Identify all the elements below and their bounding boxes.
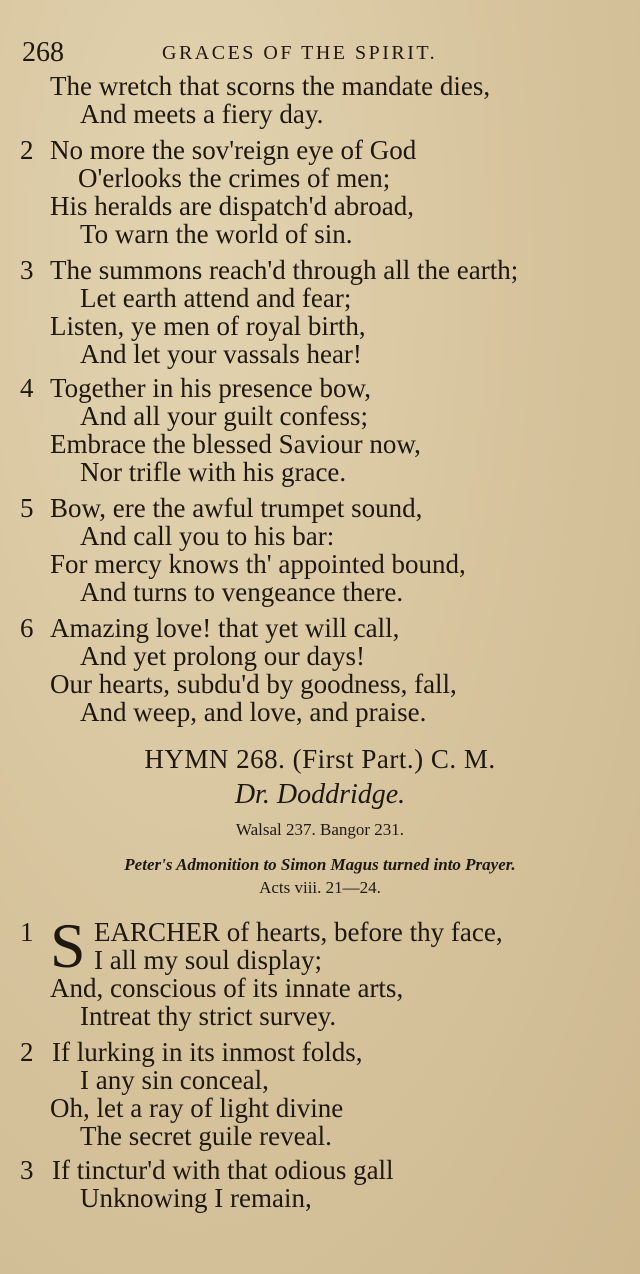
verse-line: Our hearts, subdu'd by goodness, fall, (50, 669, 457, 699)
stanza-number: 6 (20, 613, 34, 643)
verse-line: For mercy knows th' appointed bound, (50, 549, 466, 579)
verse-line: O'erlooks the crimes of men; (78, 163, 391, 193)
verse-line: The wretch that scorns the mandate dies, (50, 71, 491, 101)
verse-line: And yet prolong our days! (80, 641, 365, 671)
page-header (22, 36, 622, 70)
verse-line: And call you to his bar: (80, 521, 335, 551)
verse-line: I all my soul display; (94, 945, 322, 975)
hymn-author: Dr. Doddridge. (234, 779, 406, 810)
verse-line: Let earth attend and fear; (80, 283, 352, 313)
verse-line: And let your vassals hear! (80, 339, 362, 369)
verse-line: The secret guile reveal. (80, 1121, 332, 1151)
verse-line: EARCHER of hearts, before thy face, (94, 917, 503, 947)
stanza-number: 3 (20, 255, 34, 285)
verse-line: Listen, ye men of royal birth, (50, 311, 366, 341)
scripture-reference: Acts viii. 21—24. (259, 878, 381, 897)
verse-line: I any sin conceal, (80, 1065, 269, 1095)
hymn-subject: Peter's Admonition to Simon Magus turned into Prayer. (124, 855, 516, 874)
verse-line: And, conscious of its innate arts, (50, 973, 404, 1003)
stanza-number: 5 (20, 493, 34, 523)
hymn-title: HYMN 268. (First Part.) C. M. (144, 744, 496, 774)
verse-line: Unknowing I remain, (80, 1183, 312, 1213)
page-number: 268 (22, 37, 64, 68)
drop-cap: S (50, 910, 86, 981)
verse-line: Intreat thy strict survey. (80, 1001, 337, 1031)
stanza-number: 2 (20, 1037, 34, 1067)
verse-line: Oh, let a ray of light divine (50, 1093, 344, 1123)
verse-line: Bow, ere the awful trumpet sound, (50, 493, 423, 523)
verse-line: Embrace the blessed Saviour now, (50, 429, 421, 459)
verse-line: And turns to vengeance there. (80, 577, 404, 607)
verse-line: To warn the world of sin. (80, 219, 353, 249)
tune-names: Walsal 237. Bangor 231. (235, 820, 405, 839)
verse-line: And all your guilt confess; (80, 401, 368, 431)
verse-line: And weep, and love, and praise. (80, 697, 427, 727)
verse-line: If tinctur'd with that odious gall (52, 1155, 394, 1185)
stanza-number: 2 (20, 135, 34, 165)
verse-line: The summons reach'd through all the earth; (50, 255, 519, 285)
stanza-number: 1 (20, 917, 34, 947)
verse-line: Together in his presence bow, (50, 373, 372, 403)
running-head: GRACES OF THE SPIRIT. (162, 42, 438, 64)
verse-line: No more the sov'reign eye of God (50, 135, 417, 165)
verse-line: His heralds are dispatch'd abroad, (50, 191, 414, 221)
verse-line: If lurking in its inmost folds, (52, 1037, 363, 1067)
stanza-number: 4 (20, 373, 34, 403)
verse-line: Amazing love! that yet will call, (50, 613, 400, 643)
verse-line: Nor trifle with his grace. (80, 457, 347, 487)
verse-line: And meets a fiery day. (80, 99, 324, 129)
stanza-number: 3 (20, 1155, 34, 1185)
